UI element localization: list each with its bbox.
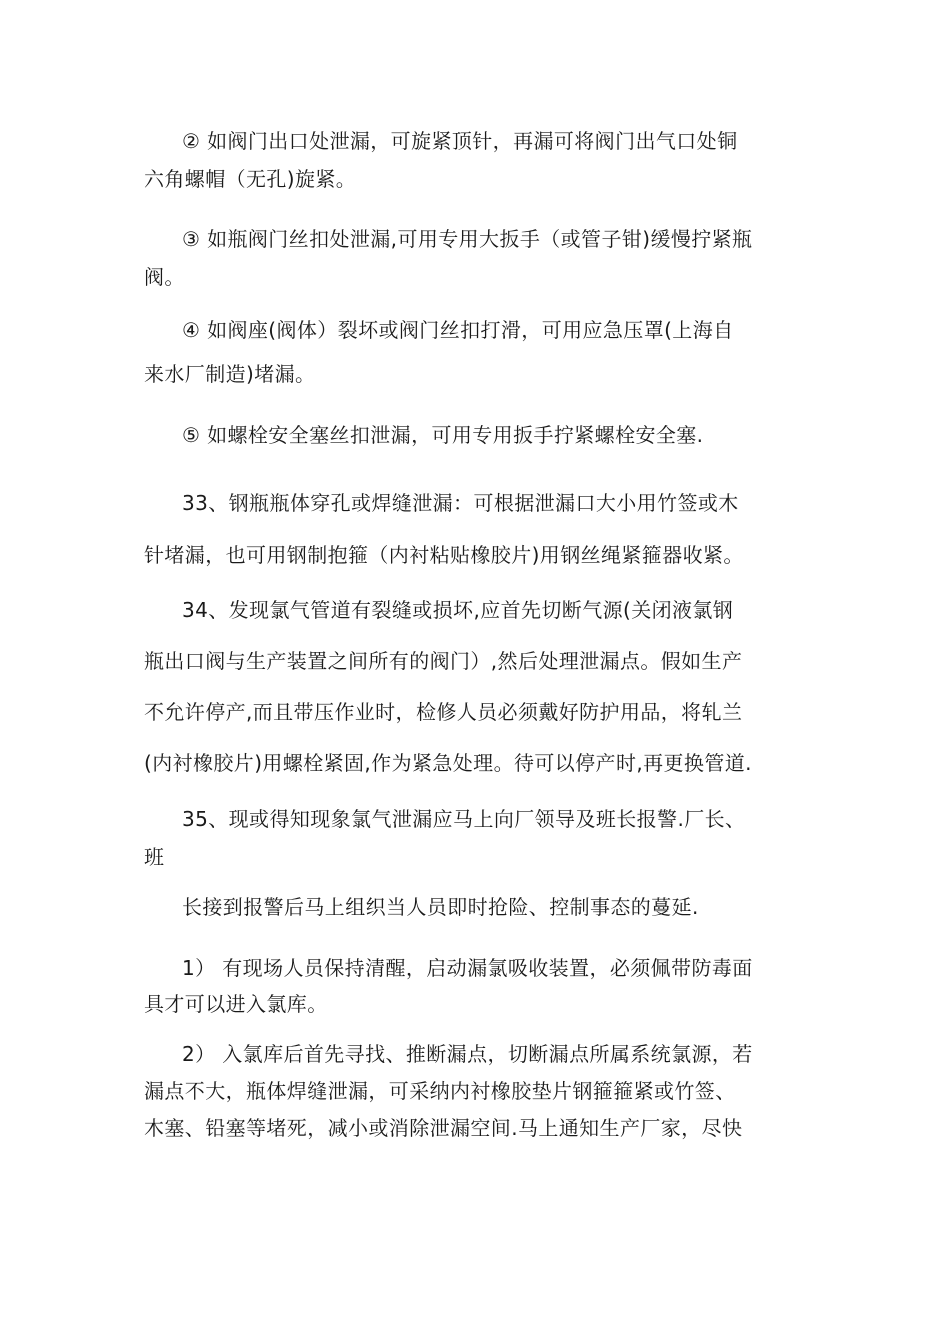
paragraph-line: 长接到报警后马上组织当人员即时抢险、控制事态的蔓延. bbox=[182, 895, 699, 919]
paragraph-line: 漏点不大，瓶体焊缝泄漏，可采纳内衬橡胶垫片钢箍箍紧或竹签、 bbox=[144, 1079, 736, 1103]
paragraph-line: ② 如阀门出口处泄漏，可旋紧顶针，再漏可将阀门出气口处铜 bbox=[182, 129, 738, 153]
paragraph-item-33 bbox=[144, 477, 810, 581]
paragraph-line: 阀。 bbox=[144, 265, 185, 289]
paragraph-safety-plug-leak bbox=[144, 416, 810, 454]
paragraph-item-35-continued bbox=[144, 888, 810, 926]
paragraph-line: 不允许停产,而且带压作业时，检修人员必须戴好防护用品，将轧兰 bbox=[144, 700, 743, 724]
paragraph-valve-thread-leak bbox=[144, 220, 810, 296]
paragraph-item-35 bbox=[144, 800, 810, 876]
paragraph-line: ③ 如瓶阀门丝扣处泄漏,可用专用大扳手（或管子钳)缓慢拧紧瓶 bbox=[182, 227, 753, 251]
paragraph-line: 木塞、铅塞等堵死，减小或消除泄漏空间.马上通知生产厂家，尽快 bbox=[144, 1116, 743, 1140]
paragraph-line: ④ 如阀座(阀体）裂坏或阀门丝扣打滑，可用应急压罩(上海自 bbox=[182, 318, 734, 342]
paragraph-step-2 bbox=[144, 1036, 810, 1147]
paragraph-line: ⑤ 如螺栓安全塞丝扣泄漏，可用专用扳手拧紧螺栓安全塞. bbox=[182, 423, 704, 447]
paragraph-step-1 bbox=[144, 950, 810, 1022]
paragraph-line: 针堵漏，也可用钢制抱箍（内衬粘贴橡胶片)用钢丝绳紧箍器收紧。 bbox=[144, 543, 744, 567]
paragraph-line: 六角螺帽（无孔)旋紧。 bbox=[144, 167, 357, 191]
paragraph-line: 2） 入氯库后首先寻找、推断漏点，切断漏点所属系统氯源，若 bbox=[182, 1042, 753, 1066]
paragraph-line: 瓶出口阀与生产装置之间所有的阀门）,然后处理泄漏点。假如生产 bbox=[144, 649, 743, 673]
paragraph-line: 34、发现氯气管道有裂缝或损坏,应首先切断气源(关闭液氯钢 bbox=[182, 598, 734, 622]
paragraph-item-34 bbox=[144, 585, 810, 789]
paragraph-valve-seat-crack bbox=[144, 308, 810, 396]
paragraph-line: 1） 有现场人员保持清醒，启动漏氯吸收装置，必须佩带防毒面 bbox=[182, 956, 753, 980]
paragraph-line: 来水厂制造)堵漏。 bbox=[144, 362, 316, 386]
paragraph-valve-outlet-leak bbox=[144, 122, 810, 198]
paragraph-line: 33、钢瓶瓶体穿孔或焊缝泄漏：可根据泄漏口大小用竹签或木 bbox=[182, 491, 739, 515]
paragraph-line: 班 bbox=[144, 845, 165, 869]
paragraph-line: (内衬橡胶片)用螺栓紧固,作为紧急处理。待可以停产时,再更换管道. bbox=[144, 751, 752, 775]
paragraph-line: 35、现或得知现象氯气泄漏应马上向厂领导及班长报警.厂长、 bbox=[182, 807, 746, 831]
paragraph-line: 具才可以进入氯库。 bbox=[144, 992, 328, 1016]
